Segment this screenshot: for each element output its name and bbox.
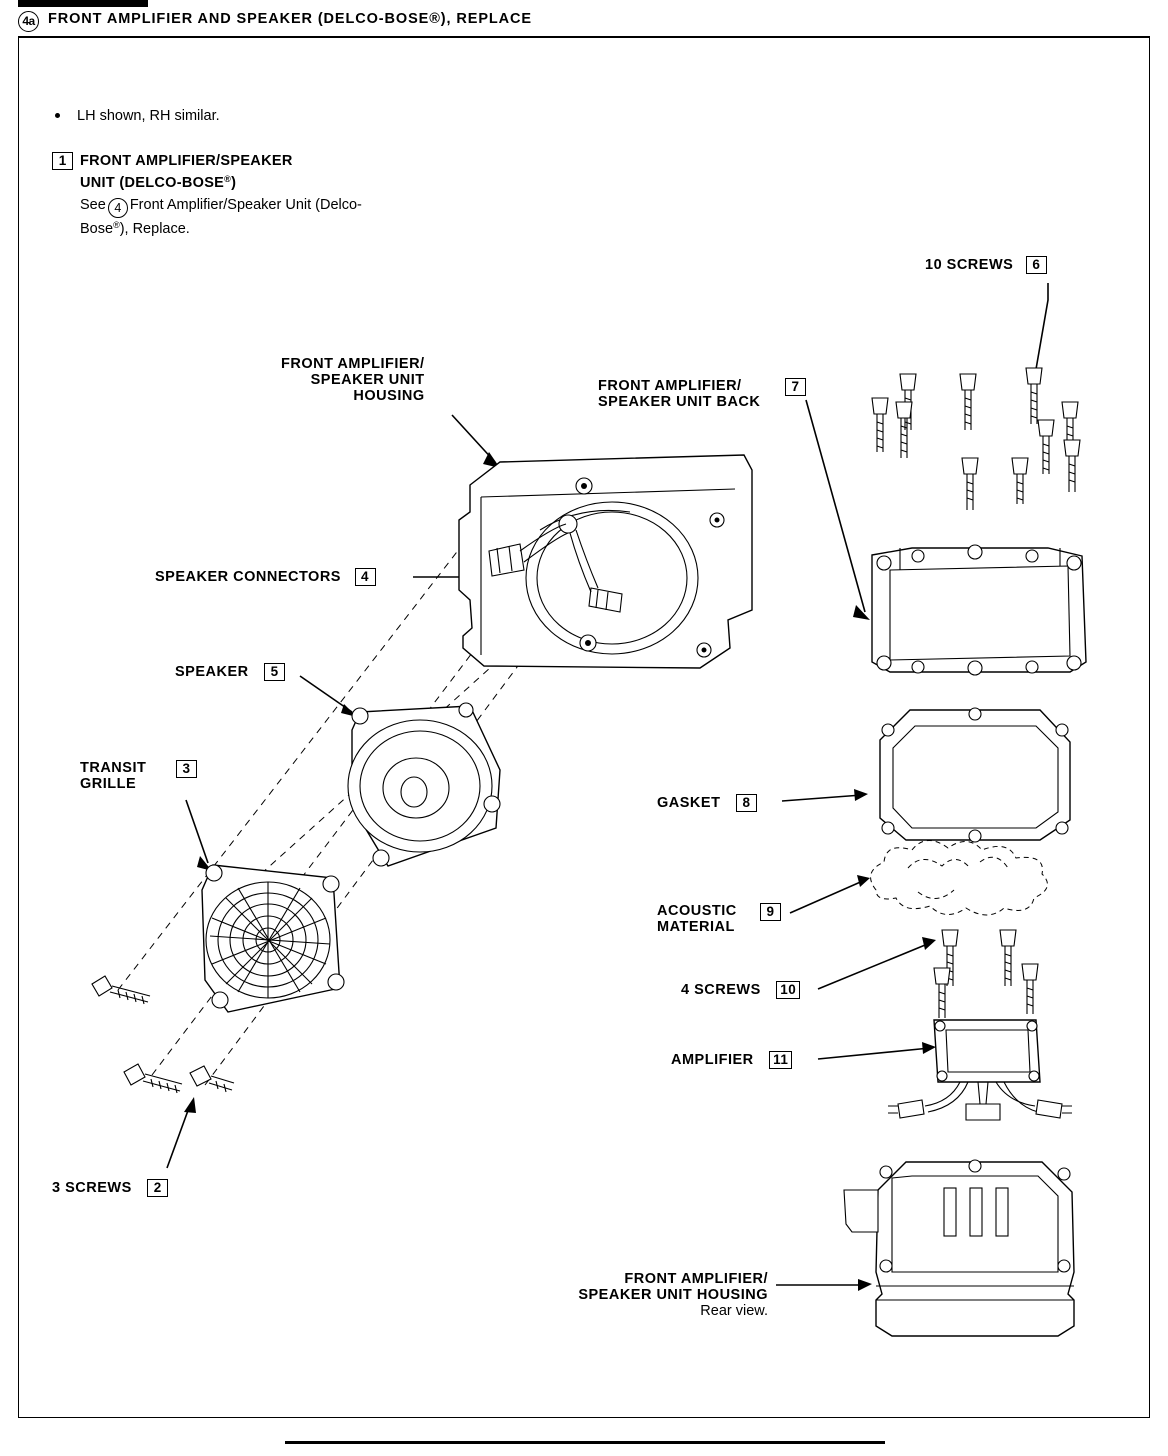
unit-housing-rear-view-part <box>844 1160 1074 1336</box>
callout-number-11: 11 <box>769 1051 792 1069</box>
label-unit-housing-l2: SPEAKER UNIT <box>310 372 425 388</box>
unit-housing-part <box>459 455 752 668</box>
item-1-line-2-b: ) <box>231 175 237 191</box>
label-acoustic-material-l2: MATERIAL <box>657 919 735 935</box>
item-1-line-4-a: Bose <box>80 221 114 237</box>
item-1-number: 1 <box>52 152 73 170</box>
label-speaker-connectors-text: SPEAKER CONNECTORS <box>155 569 341 585</box>
callout-number-5: 5 <box>264 663 285 681</box>
four-screws-part <box>934 930 1038 1018</box>
speaker-part <box>348 703 500 866</box>
label-unit-housing-rear-l1: FRONT AMPLIFIER/ <box>624 1271 768 1287</box>
item-1-see-word: See <box>80 197 106 213</box>
section-number-badge: 4a <box>18 11 39 32</box>
callout-number-9: 9 <box>760 903 781 921</box>
callout-number-10: 10 <box>776 981 800 999</box>
registered-mark-2: ® <box>113 220 120 230</box>
item-1-line-1: FRONT AMPLIFIER/SPEAKER <box>80 153 293 169</box>
callout-number-4: 4 <box>355 568 376 586</box>
registered-mark: ® <box>224 174 232 184</box>
three-screws-part <box>92 976 234 1093</box>
label-unit-housing-rear-sub: Rear view. <box>700 1303 768 1319</box>
acoustic-material-part <box>871 840 1048 915</box>
callout-number-3: 3 <box>176 760 197 778</box>
callout-number-2: 2 <box>147 1179 168 1197</box>
label-transit-grille-l1: TRANSIT <box>80 760 147 776</box>
cross-reference-circle: 4 <box>108 198 128 218</box>
item-1-line-4-b: ), Replace. <box>119 221 190 237</box>
label-three-screws-text: 3 SCREWS <box>52 1180 132 1196</box>
label-unit-housing-l3: HOUSING <box>353 388 425 404</box>
label-four-screws-text: 4 SCREWS <box>681 982 761 998</box>
label-amplifier-text: AMPLIFIER <box>671 1052 754 1068</box>
amplifier-part <box>888 1020 1072 1120</box>
label-speaker-text: SPEAKER <box>175 664 249 680</box>
label-unit-back-l2: SPEAKER UNIT BACK <box>598 394 761 410</box>
page-title: FRONT AMPLIFIER AND SPEAKER (DELCO-BOSE®), REPLACE <box>48 11 532 27</box>
note-text: LH shown, RH similar. <box>77 108 220 124</box>
callout-number-6: 6 <box>1026 256 1047 274</box>
gasket-part <box>880 708 1070 842</box>
label-unit-back-l1: FRONT AMPLIFIER/ <box>598 378 742 394</box>
item-1-line-2-a: UNIT (DELCO-BOSE <box>80 175 225 191</box>
callout-number-7: 7 <box>785 378 806 396</box>
callout-number-8: 8 <box>736 794 757 812</box>
label-acoustic-material-l1: ACOUSTIC <box>657 903 737 919</box>
unit-back-part <box>872 368 1086 675</box>
label-ten-screws-text: 10 SCREWS <box>925 257 1014 273</box>
label-unit-housing-rear-l2: SPEAKER UNIT HOUSING <box>578 1287 768 1303</box>
label-unit-housing-l1: FRONT AMPLIFIER/ <box>281 356 425 372</box>
transit-grille-part <box>202 865 344 1012</box>
label-transit-grille-l2: GRILLE <box>80 776 137 792</box>
label-gasket-text: GASKET <box>657 795 721 811</box>
item-1-line-3-b: Front Amplifier/Speaker Unit (Delco- <box>129 197 362 213</box>
